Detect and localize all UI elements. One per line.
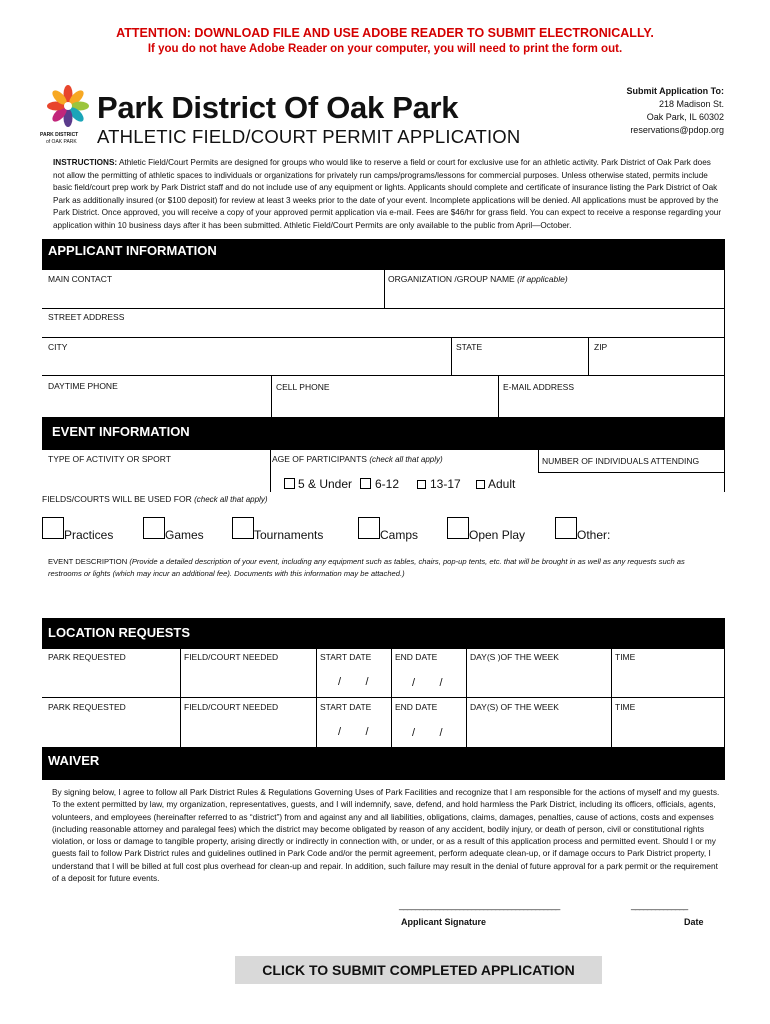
date-label: Date	[684, 917, 704, 927]
divider	[42, 697, 725, 698]
use-camps-label: Camps	[380, 528, 419, 542]
divider	[42, 375, 725, 376]
park-requested-label-1: PARK REQUESTED	[48, 652, 126, 662]
fields-note: (check all that apply)	[194, 495, 268, 504]
end-date-label-1: END DATE	[395, 652, 438, 662]
instructions	[53, 157, 723, 233]
event-description-label: EVENT DESCRIPTION	[48, 557, 128, 566]
date-line[interactable]: ______________	[631, 900, 688, 910]
daytime-phone-label: DAYTIME PHONE	[48, 381, 118, 391]
divider	[724, 270, 725, 417]
park-district-logo	[40, 84, 96, 132]
time-label-1: TIME	[615, 652, 636, 662]
end-date-sep-2: / /	[412, 727, 443, 739]
divider	[391, 649, 392, 747]
waiver-text: By signing below, I agree to follow all Park District Rules & Regulations Governing Uses of Park Facilities and recognize that I am responsible for the actions of myself and my guests. To the extent permitted by law, my organization, representatives, guests, and I will indemnify, save, defend, and hold harmless the Park District, including its officers, officials, agents, volunteers, and employees (hereinafter referred to as “district”) from and against any and all liabilities, obligations, claims, damages, penalties, cause of actions, costs and expenses (including reasonable attorney and paralegal fees) which the district may become obligated by reason of any accident, bodily injury, or death of person, civil or constitutional rights violation, or loss or damage to tangible property, arising directly or indirectly in connection with, or under, or as a result of this application process and permitted event. Should I or my guests fail to follow Park District rules and guidelines outlined in Park Code and/or the permit agreement, perform adequate clean-up, or if damage occurs to Park District property, I understand that I will be billed at full cost plus overhead for clean-up and repair. In addition, such failure may result in the denial of future approval for a park permit or the requirement of a deposit for future events.	[52, 787, 720, 884]
main-contact-label: MAIN CONTACT	[48, 274, 113, 284]
attention-line-2: If you do not have Adobe Reader on your computer, you will need to print the form out.	[147, 43, 623, 55]
waiver-heading: WAIVER	[42, 747, 725, 780]
fields-label	[42, 494, 267, 504]
divider	[271, 375, 272, 417]
activity-label: TYPE OF ACTIVITY OR SPORT	[48, 454, 171, 464]
start-date-label-1: START DATE	[320, 652, 372, 662]
submit-button[interactable]: CLICK TO SUBMIT COMPLETED APPLICATION	[235, 956, 602, 984]
age-13-17-checkbox[interactable]	[417, 480, 426, 489]
divider	[180, 649, 181, 747]
submit-city: Oak Park, IL 60302	[646, 112, 724, 122]
cell-phone-label: CELL PHONE	[276, 382, 330, 392]
city-label: CITY	[48, 342, 68, 352]
use-games-checkbox[interactable]	[143, 517, 165, 539]
start-date-sep-1: / /	[338, 676, 369, 688]
organization-note: (if applicable)	[517, 274, 568, 284]
start-date-label-2: START DATE	[320, 702, 372, 712]
age-5-under-checkbox[interactable]	[284, 478, 295, 489]
divider	[384, 270, 385, 308]
submit-street: 218 Madison St.	[658, 99, 724, 109]
divider	[42, 308, 725, 309]
organization-label	[388, 274, 568, 284]
age-6-12-label: 6-12	[375, 477, 400, 491]
age-6-12-checkbox[interactable]	[360, 478, 371, 489]
divider	[316, 649, 317, 747]
age-13-17-label: 13-17	[430, 477, 461, 491]
field-needed-label-2: FIELD/COURT NEEDED	[184, 702, 279, 712]
days-label-2: DAY(S) OF THE WEEK	[470, 702, 559, 712]
page-subtitle: ATHLETIC FIELD/COURT PERMIT APPLICATION	[97, 126, 521, 147]
instructions-text: Athletic Field/Court Permits are designed for groups who would like to reserve a field or court for exclusive use for an athletic activity. Park District of Oak Park does not allow the permitting of athletic spaces to individuals or organizations for privately run camps/programs/lessons for commercial purposes. Unless otherwise stated, permits include basic field/court prep work by Park District staff and do not include use of any equipment or lights. Applicants should complete and certificate of insurance listing the Park District of Oak Park as additionally insured (or $100 deposit) for review at least 3 weeks prior to the date of your event. Incomplete applications will be denied. All applications must be approved by the Park District. Once approved, you will receive a copy of your approved permit application via e-mail. Fees are $46/hr for grass field. You can expect to receive a response regarding your application within 10 business days after it has been submitted. Athletic Field/Court Permits are only available to the public from April—October.	[53, 158, 722, 230]
days-label-1: DAY(S )OF THE WEEK	[470, 652, 559, 662]
email-label: E-MAIL ADDRESS	[503, 382, 575, 392]
attention-line-1: ATTENTION: DOWNLOAD FILE AND USE ADOBE READER TO SUBMIT ELECTRONICALLY.	[116, 26, 654, 40]
applicant-heading: APPLICANT INFORMATION	[42, 239, 725, 270]
start-date-sep-2: / /	[338, 726, 369, 738]
instructions-label: INSTRUCTIONS:	[53, 158, 118, 167]
location-heading: LOCATION REQUESTS	[42, 618, 725, 649]
use-practices-checkbox[interactable]	[42, 517, 64, 539]
age-adult-label: Adult	[488, 477, 516, 491]
time-label-2: TIME	[615, 702, 636, 712]
divider	[270, 450, 271, 492]
submit-address	[627, 85, 725, 137]
fields-label-text: FIELDS/COURTS WILL BE USED FOR	[42, 494, 192, 504]
signature-label: Applicant Signature	[401, 917, 487, 927]
end-date-sep-1: / /	[412, 677, 443, 689]
use-open-play-checkbox[interactable]	[447, 517, 469, 539]
logo-text-1: PARK DISTRICT	[40, 132, 79, 138]
use-tournaments-label: Tournaments	[254, 528, 324, 542]
divider	[724, 649, 725, 747]
age-note: (check all that apply)	[369, 455, 443, 464]
age-label-text: AGE OF PARTICIPANTS	[272, 454, 367, 464]
park-requested-label-2: PARK REQUESTED	[48, 702, 126, 712]
divider	[588, 337, 589, 375]
divider	[724, 450, 725, 492]
divider	[538, 472, 725, 473]
divider	[451, 337, 452, 375]
end-date-label-2: END DATE	[395, 702, 438, 712]
use-other-checkbox[interactable]	[555, 517, 577, 539]
event-description-note: (Provide a detailed description of your event, including any equipment such as tables, chairs, pop-up tents, etc. that will be brought in as well as any requests such as restrooms or lights (which may incur an additional fee). Documents with this information may be attached.)	[48, 557, 685, 578]
field-needed-label-1: FIELD/COURT NEEDED	[184, 652, 279, 662]
use-open-play-label: Open Play	[469, 528, 526, 542]
age-label	[272, 454, 443, 464]
age-adult-checkbox[interactable]	[476, 480, 485, 489]
use-other-label: Other:	[577, 528, 611, 542]
logo-text-2: of OAK PARK	[46, 139, 77, 145]
use-games-label: Games	[165, 528, 204, 542]
use-camps-checkbox[interactable]	[358, 517, 380, 539]
use-tournaments-checkbox[interactable]	[232, 517, 254, 539]
divider	[42, 337, 725, 338]
event-description	[48, 556, 718, 580]
age-5-under-label: 5 & Under	[298, 477, 353, 491]
event-heading: EVENT INFORMATION	[42, 417, 725, 450]
divider	[466, 649, 467, 747]
state-label: STATE	[456, 342, 483, 352]
submit-label: Submit Application To:	[626, 86, 724, 96]
divider	[611, 649, 612, 747]
organization-text: ORGANIZATION /GROUP NAME	[388, 274, 515, 284]
signature-line[interactable]: ________________________________________	[399, 900, 560, 910]
page-title: Park District Of Oak Park	[97, 90, 459, 125]
submit-email[interactable]: reservations@pdop.org	[630, 125, 724, 135]
use-practices-label: Practices	[64, 528, 114, 542]
zip-label: ZIP	[594, 342, 608, 352]
divider	[538, 450, 539, 472]
street-label: STREET ADDRESS	[48, 312, 125, 322]
attending-label: NUMBER OF INDIVIDUALS ATTENDING	[542, 456, 700, 466]
divider	[498, 375, 499, 417]
